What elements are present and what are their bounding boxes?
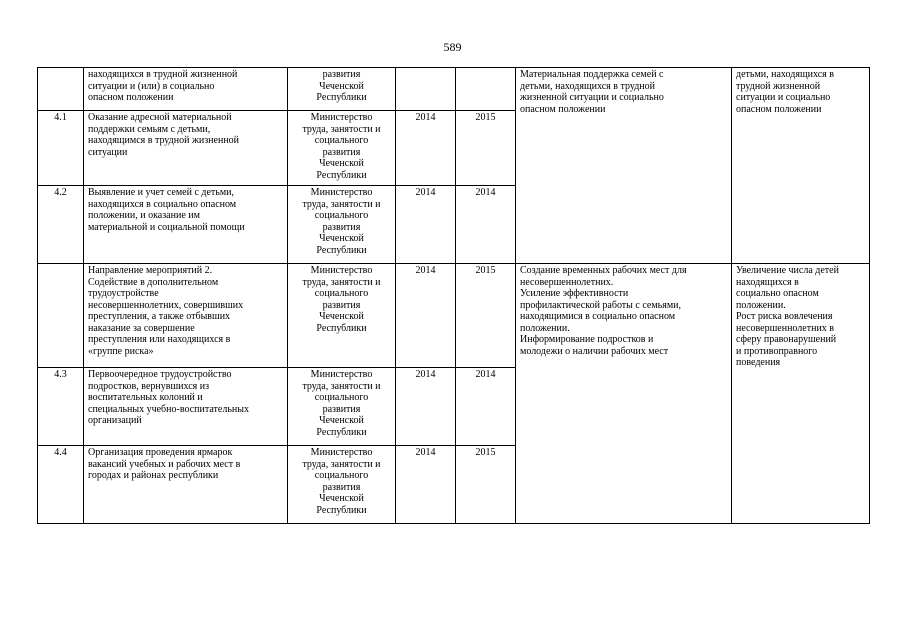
start-year: 2014: [396, 264, 456, 368]
expected-result: Создание временных рабочих мест для несовершеннолетних. Усиление эффективности профилактической работы с семьями, находящимися в социально опасном положении. Информирование подростков и молодежи о наличии рабочих мест: [516, 264, 732, 524]
row-number: 4.2: [38, 186, 84, 264]
start-year: [396, 68, 456, 111]
end-year: 2015: [456, 264, 516, 368]
measure-title: Оказание адресной материальной поддержки семьям с детьми, находящимся в трудной жизненной ситуации: [84, 111, 288, 186]
measures-table: [37, 67, 870, 524]
measure-title: находящихся в трудной жизненной ситуации и (или) в социально опасном положении: [84, 68, 288, 111]
consequence: Увеличение числа детей находящихся в социально опасном положении. Рост риска вовлечения несовершеннолетних в сферу правонарушений и противоправного поведения: [732, 264, 870, 524]
end-year: 2015: [456, 446, 516, 524]
executor: Министерство труда, занятости и социального развития Чеченской Республики: [288, 264, 396, 368]
measure-title: Организация проведения ярмарок вакансий учебных и рабочих мест в городах и районах республики: [84, 446, 288, 524]
row-number: 4.4: [38, 446, 84, 524]
start-year: 2014: [396, 446, 456, 524]
executor: Министерство труда, занятости и социального развития Чеченской Республики: [288, 368, 396, 446]
expected-result: Материальная поддержка семей с детьми, находящихся в трудной жизненной ситуации и социально опасном положении: [516, 68, 732, 264]
measure-title: Выявление и учет семей с детьми, находящихся в социально опасном положении, и оказание им материальной и социальной помощи: [84, 186, 288, 264]
start-year: 2014: [396, 111, 456, 186]
table-row: [38, 68, 870, 111]
end-year: 2014: [456, 368, 516, 446]
start-year: 2014: [396, 368, 456, 446]
consequence: детьми, находящихся в трудной жизненной ситуации и социально опасном положении: [732, 68, 870, 264]
measure-title: Направление мероприятий 2. Содействие в дополнительном трудоустройстве несовершеннолетних, совершивших преступления, а также отбывших наказание за совершение преступления или находящихся в «группе риска»: [84, 264, 288, 368]
end-year: [456, 68, 516, 111]
executor: Министерство труда, занятости и социального развития Чеченской Республики: [288, 111, 396, 186]
executor: Министерство труда, занятости и социального развития Чеченской Республики: [288, 186, 396, 264]
row-number: [38, 264, 84, 368]
table-row: [38, 264, 870, 368]
executor: развития Чеченской Республики: [288, 68, 396, 111]
executor: Министерство труда, занятости и социального развития Чеченской Республики: [288, 446, 396, 524]
row-number: 4.1: [38, 111, 84, 186]
measure-title: Первоочередное трудоустройство подростков, вернувшихся из воспитательных колоний и специальных учебно-воспитательных организаций: [84, 368, 288, 446]
page-number: 589: [443, 40, 462, 54]
end-year: 2015: [456, 111, 516, 186]
end-year: 2014: [456, 186, 516, 264]
row-number: 4.3: [38, 368, 84, 446]
start-year: 2014: [396, 186, 456, 264]
row-number: [38, 68, 84, 111]
